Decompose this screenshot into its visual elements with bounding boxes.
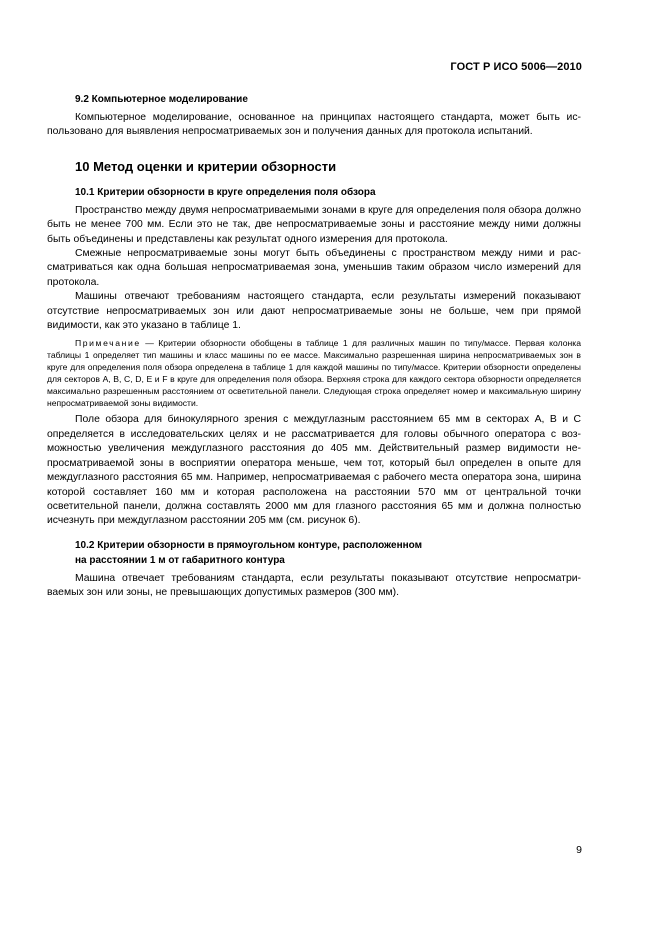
section-10-1-paragraph-1: Пространство между двумя непросматриваемыми зонами в круге для определения поля обзора должно быть не менее 700 мм. Если это не так, две непросматриваемые зоны и расстояние между ними должны быть объединены и представлены как результат одного измерения для протокола. — [47, 204, 581, 245]
section-10-heading: 10 Метод оценки и критерии обзорности — [75, 158, 337, 174]
section-10-1-paragraph-2: Смежные непросматриваемые зоны могут быть объединены с пространством между ними и рассматриваться как одна большая непросматриваемая зона, уменьшив таким образом число измерений для протокола. — [47, 248, 581, 288]
page-content — [47, 92, 581, 601]
section-10-1-heading: 10.1 Критерии обзорности в круге определения поля обзора — [75, 186, 376, 198]
section-10-1-paragraph-3: Машины отвечают требованиям настоящего стандарта, если результаты измерений показывают отсутствие непросматриваемых зон или дают непросматриваемые зоны не больше, чем при прямой видимости, как это указано в таблице 1. — [47, 291, 581, 332]
note-paragraph — [47, 337, 581, 409]
standard-header: ГОСТ Р ИСО 5006—2010 — [450, 61, 582, 73]
section-10-2-heading-line-1: 10.2 Критерии обзорности в прямоугольном контуре, расположенном — [75, 539, 423, 551]
section-10-2-heading-line-2: на расстоянии 1 м от габаритного контура — [75, 554, 285, 566]
section-9-2-heading: 9.2 Компьютерное моделирование — [75, 94, 248, 105]
section-10-2-paragraph: Машина отвечает требованиям стандарта, если результаты показывают отсутствие непросматриваемых зон или зоны, не превышающих допустимых размеров (300 мм). — [47, 572, 581, 599]
section-10-1-paragraph-4: Поле обзора для бинокулярного зрения с междуглазным расстоянием 65 мм в секторах A, B и C определяется в исследовательских целях и не рассматривается для головы обычного оператора с возможностью увеличения междуглазного расстояния до 405 мм. Действительный размер видимости непросматриваемой зоны в восприятии оператора меньше, чем тот, который был определен в опыте для междуглазного расстояния 65 мм. Например, непросматриваемая с рабочего места оператора зона, ширина которой составляет 160 мм и которая расположена на расстоянии 570 мм от центральной точки осветительной панели, должна составлять 2000 мм для глазного расстояния 65 мм и должна полностью исчезнуть при междуглазном расстоянии 205 мм (см. рисунок 6). — [47, 414, 581, 527]
section-9-2-paragraph: Компьютерное моделирование, основанное на принципах настоящего стандарта, может быть использовано для выявления непросматриваемых зон и получения данных для протокола испытаний. — [47, 112, 581, 138]
page-number: 9 — [576, 844, 582, 856]
note-text: — Критерии обзорности обобщены в таблице 1 для различных машин по типу/массе. Первая колонка таблицы 1 определяет тип машины и класс машины по ее массе. Максимально разрешенная ширина непросматриваемых зон в круге для определения поля обзора определена в таблице 1 для каждой машины по типу/массе. Критерии обзорности определены для секторов A, B, C, D, E и F в круге для определения поля обзора. Верхняя строка для каждого сектора обзорности определяется максимально разрешенным расстоянием от осветительной панели. Следующая строка определяет номер и максимальную ширину непросматриваемой зоны видимости. — [47, 338, 581, 409]
note-label: Примечание — [75, 338, 141, 349]
